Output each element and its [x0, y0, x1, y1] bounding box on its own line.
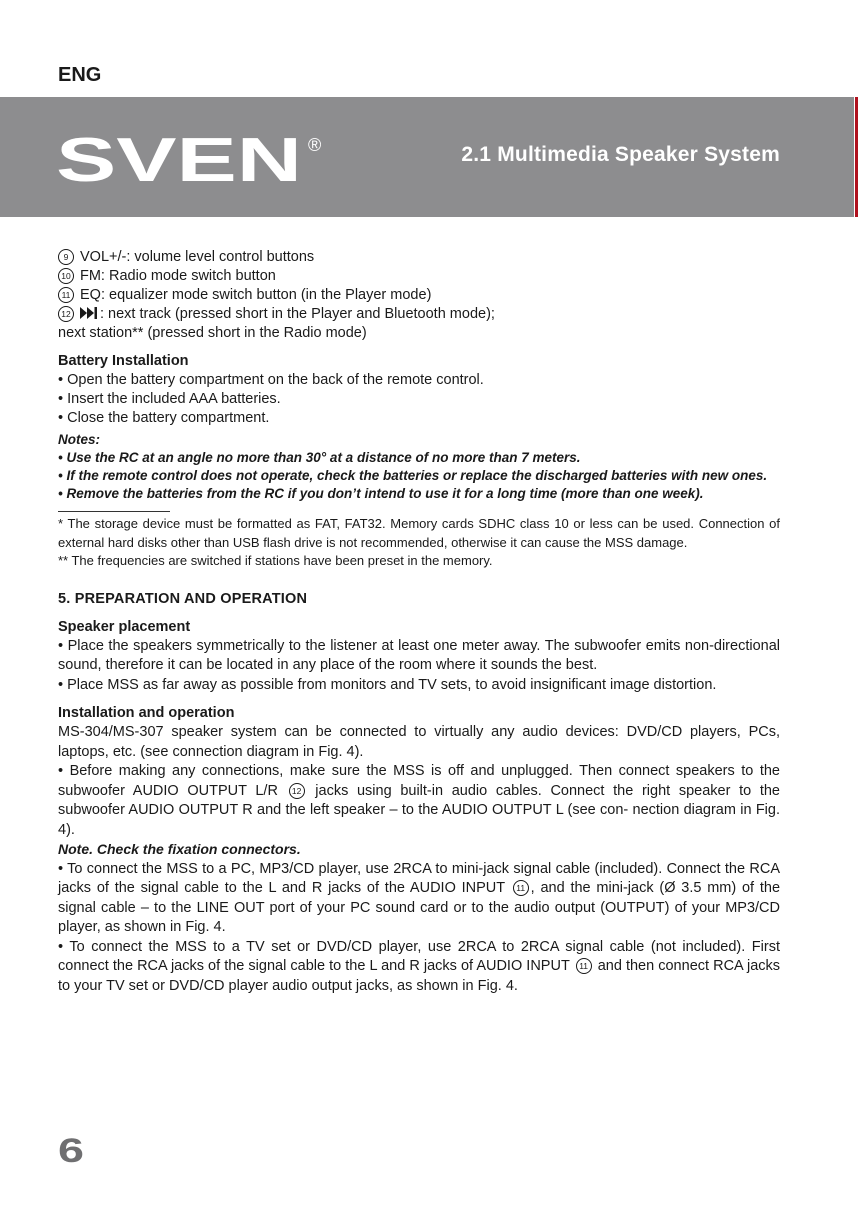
next-track-icon [80, 307, 98, 319]
language-label: ENG [58, 64, 102, 86]
placement-paragraph: • Place MSS as far away as possible from monitors and TV sets, to avoid insignificant image distortion. [58, 676, 717, 693]
brand-wordmark: SVEN [56, 133, 302, 185]
number-badge: 9 [58, 249, 74, 265]
footnote-divider [58, 511, 170, 512]
installation-paragraph: MS-304/MS-307 speaker system can be connected to virtually any audio devices: DVD/CD players, PCs, laptops, etc. (see connection diagram in Fig. 4). [58, 724, 780, 760]
installation-paragraph: • To connect the MSS to a PC, MP3/CD player, use 2RCA to mini-jack signal cable (included). Connect the RCA jacks of the signal cable to the L and R jacks of the AUDIO INPUT 11 , and the mini-jack (Ø 3.5 mm) of the signal cable – to the LINE OUT port of your PC sound card or to the audio output (OUTPUT) of your MP3/CD player, as shown in Fig. 4. [58, 860, 781, 935]
product-title: 2.1 Multimedia Speaker System [461, 143, 780, 166]
number-badge: 11 [58, 287, 74, 303]
registered-mark: ® [308, 135, 322, 155]
number-badge: 11 [576, 958, 592, 974]
installation-paragraph: • Before making any connections, make sure the MSS is off and unplugged. Then connect speakers to the subwoofer AUDIO OUTPUT L/R 12 jacks using built-in audio cables. Connect the right speaker to the subwoofer AUDIO OUTPUT R and the left speaker – to the AUDIO OUTPUT L (see con- nection diagram in Fig. 4). [58, 763, 780, 838]
battery-step: • Insert the included AAA batteries. [58, 391, 281, 407]
installation-paragraph: • To connect the MSS to a TV set or DVD/CD player, use 2RCA to 2RCA signal cable (not included). First connect the RCA jacks of the signal cable to the L and R jacks of AUDIO INPUT 11 and then connect RCA jacks to your TV set or DVD/CD player audio output jacks, as shown in Fig. 4. [58, 938, 781, 994]
notes-heading: Notes: [58, 432, 101, 447]
list-item: 9 VOL+/-: volume level control buttons [58, 248, 780, 267]
installation-heading: Installation and operation [58, 705, 235, 721]
footnote: ** The frequencies are switched if stations have been preset in the memory. [58, 553, 493, 568]
number-badge: 10 [58, 268, 74, 284]
installation-note: Note. Check the fixation connectors. [58, 841, 301, 857]
number-badge: 12 [58, 306, 74, 322]
number-badge: 12 [289, 783, 305, 799]
placement-paragraph: • Place the speakers symmetrically to the listener at least one meter away. The subwoofer emits non-directional sound, therefore it can be located in any place of the room where it sounds the best. [58, 637, 780, 673]
battery-heading: Battery Installation [58, 353, 189, 369]
note-item: • If the remote control does not operate, check the batteries or replace the discharged batteries with new ones. [58, 468, 768, 483]
number-badge: 11 [513, 880, 529, 896]
list-item: 10 FM: Radio mode switch button [58, 267, 780, 286]
note-item: • Remove the batteries from the RC if you don’t intend to use it for a long time (more than one week). [58, 486, 704, 501]
battery-step: • Close the battery compartment. [58, 410, 270, 426]
list-item: 11 EQ: equalizer mode switch button (in the Player mode) [58, 286, 780, 305]
svg-text:6: 6 [58, 1136, 84, 1166]
battery-step: • Open the battery compartment on the back of the remote control. [58, 372, 484, 388]
page-number [58, 1136, 88, 1166]
list-item: 12 : next track (pressed short in the Player and Bluetooth mode); [58, 305, 780, 324]
sven-logo [56, 133, 336, 185]
section-title: 5. PREPARATION AND OPERATION [58, 590, 308, 607]
note-item: • Use the RC at an angle no more than 30° at a distance of no more than 7 meters. [58, 450, 581, 465]
list-item-continuation: next station** (pressed short in the Radio mode) [58, 325, 367, 341]
page-content [58, 248, 780, 996]
placement-heading: Speaker placement [58, 618, 191, 635]
footnote: * The storage device must be formatted as FAT, FAT32. Memory cards SDHC class 10 or less can be used. Connection of external hard disks other than USB flash drive is not recommended, otherwise it can cause the MSS damage. [58, 516, 780, 550]
